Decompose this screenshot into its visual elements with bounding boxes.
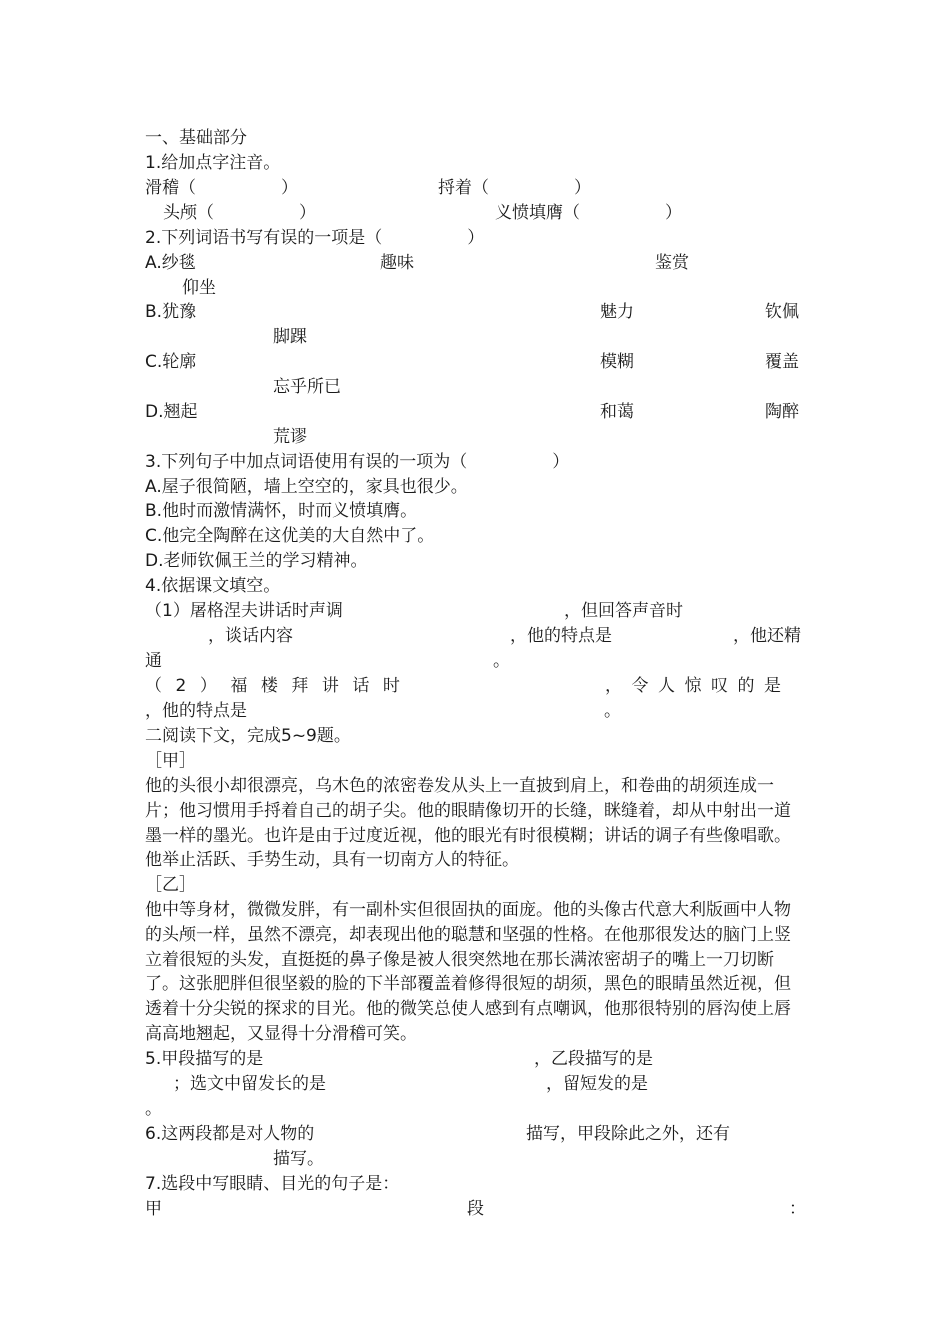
q6-part-a: 6.这两段都是对人物的 [145,1124,315,1144]
q4-part2-b: ，令人惊叹的是 [605,676,791,696]
q5-part-d: ，留短发的是 [546,1074,648,1094]
q2-option-d-label: D.翘起 [145,402,198,422]
q6-part-b: 描写，甲段除此之外，还有 [526,1124,730,1144]
question-1-title: 1.给加点字注音。 [145,153,281,173]
q2-option-b-word-3: 钦佩 [765,302,799,322]
q4-part1-d: ，他的特点是 [510,626,612,646]
q4-part1-f: 通 [145,651,162,671]
pinyin-item-1: 滑稽（ ） [145,178,298,198]
q3-option-b: B.他时而激情满怀，时而义愤填膺。 [145,501,418,521]
passage-jia-text: 他的头很小却很漂亮，乌木色的浓密卷发从头上一直披到肩上，和卷曲的胡须连成一片；他习惯用手捋着自己的胡子尖。他的眼睛像切开的长缝，眯缝着，却从中射出一道墨一样的墨光。也许是由于过度近视，他的眼光有时很模糊；讲话的调子有些像唱歌。他举止活跃、手势生动，具有一切南方人的特征。 [145,776,791,871]
q5-part-b: ，乙段描写的是 [534,1049,653,1069]
q5-part-a: 5.甲段描写的是 [145,1049,264,1069]
section-heading-basics: 一、基础部分 [145,128,247,148]
q2-option-c-word-4: 忘乎所已 [273,377,341,397]
question-2-title: 2.下列词语书写有误的一项是（ ） [145,228,485,248]
q2-option-b-label: B.犹豫 [145,302,197,322]
q5-part-c: ；选文中留发长的是 [173,1074,326,1094]
q2-option-d-word-3: 陶醉 [765,402,799,422]
passage-yi-label: ［乙］ [145,875,196,895]
q4-part1-c: ，谈话内容 [208,626,293,646]
q2-option-b-word-4: 脚踝 [273,327,307,347]
q4-part2-c: ，他的特点是 [145,701,247,721]
q2-option-a-label: A.纱毯 [145,253,196,273]
q4-part2-d: 。 [604,701,621,721]
q2-option-c-word-2: 模糊 [600,352,634,372]
q3-option-d: D.老师钦佩王兰的学习精神。 [145,551,368,571]
q7-part-c: ： [789,1199,806,1219]
section-heading-reading: 二阅读下文，完成5~9题。 [145,726,351,746]
pinyin-item-4: 义愤填膺（ ） [495,203,682,223]
passage-yi-text: 他中等身材，微微发胖，有一副朴实但很固执的面庞。他的头像古代意大利版画中人物的头颅一样，虽然不漂亮，却表现出他的聪慧和坚强的性格。在他那很发达的脑门上竖立着很短的头发，直挺挺的鼻子像是被人很突然地在那长满浓密胡子的嘴上一刀切断了。这张肥胖但很坚毅的脸的下半部覆盖着修得很短的胡须，黑色的眼睛虽然近视，但透着十分尖锐的探求的目光。他的微笑总使人感到有点嘲讽，他那很特别的唇沟使上唇高高地翘起，又显得十分滑稽可笑。 [145,900,791,1044]
q2-option-c-word-3: 覆盖 [765,352,799,372]
passage-jia-label: ［甲］ [145,751,196,771]
pinyin-item-2: 捋着（ ） [438,178,591,198]
q2-option-d-word-4: 荒谬 [273,427,307,447]
q2-option-d-word-2: 和蔼 [600,402,634,422]
q4-part1-b: ，但回答声音时 [564,601,683,621]
q2-option-a-word-2: 趣味 [380,253,414,273]
q2-option-a-word-3: 鉴赏 [655,253,689,273]
question-7-title: 7.选段中写眼睛、目光的句子是： [145,1174,400,1194]
q2-option-c-label: C.轮廓 [145,352,197,372]
q2-option-b-word-2: 魅力 [600,302,634,322]
pinyin-item-3: 头颅（ ） [163,203,316,223]
q4-part2-a: （2）福楼拜讲话时 [145,676,414,696]
q3-option-a: A.屋子很简陋，墙上空空的，家具也很少。 [145,477,468,497]
q6-part-c: 描写。 [273,1149,324,1169]
q5-part-e: 。 [145,1099,162,1119]
q4-part1-a: （1）屠格涅夫讲话时声调 [145,601,343,621]
q7-part-a: 甲 [145,1199,162,1219]
q7-part-b: 段 [467,1199,484,1219]
q4-part1-e: ，他还精 [733,626,801,646]
question-3-title: 3.下列句子中加点词语使用有误的一项为（ ） [145,452,570,472]
q2-option-a-word-4: 仰坐 [182,278,216,298]
q3-option-c: C.他完全陶醉在这优美的大自然中了。 [145,526,435,546]
question-4-title: 4.依据课文填空。 [145,576,281,596]
q4-part1-g: 。 [493,651,510,671]
